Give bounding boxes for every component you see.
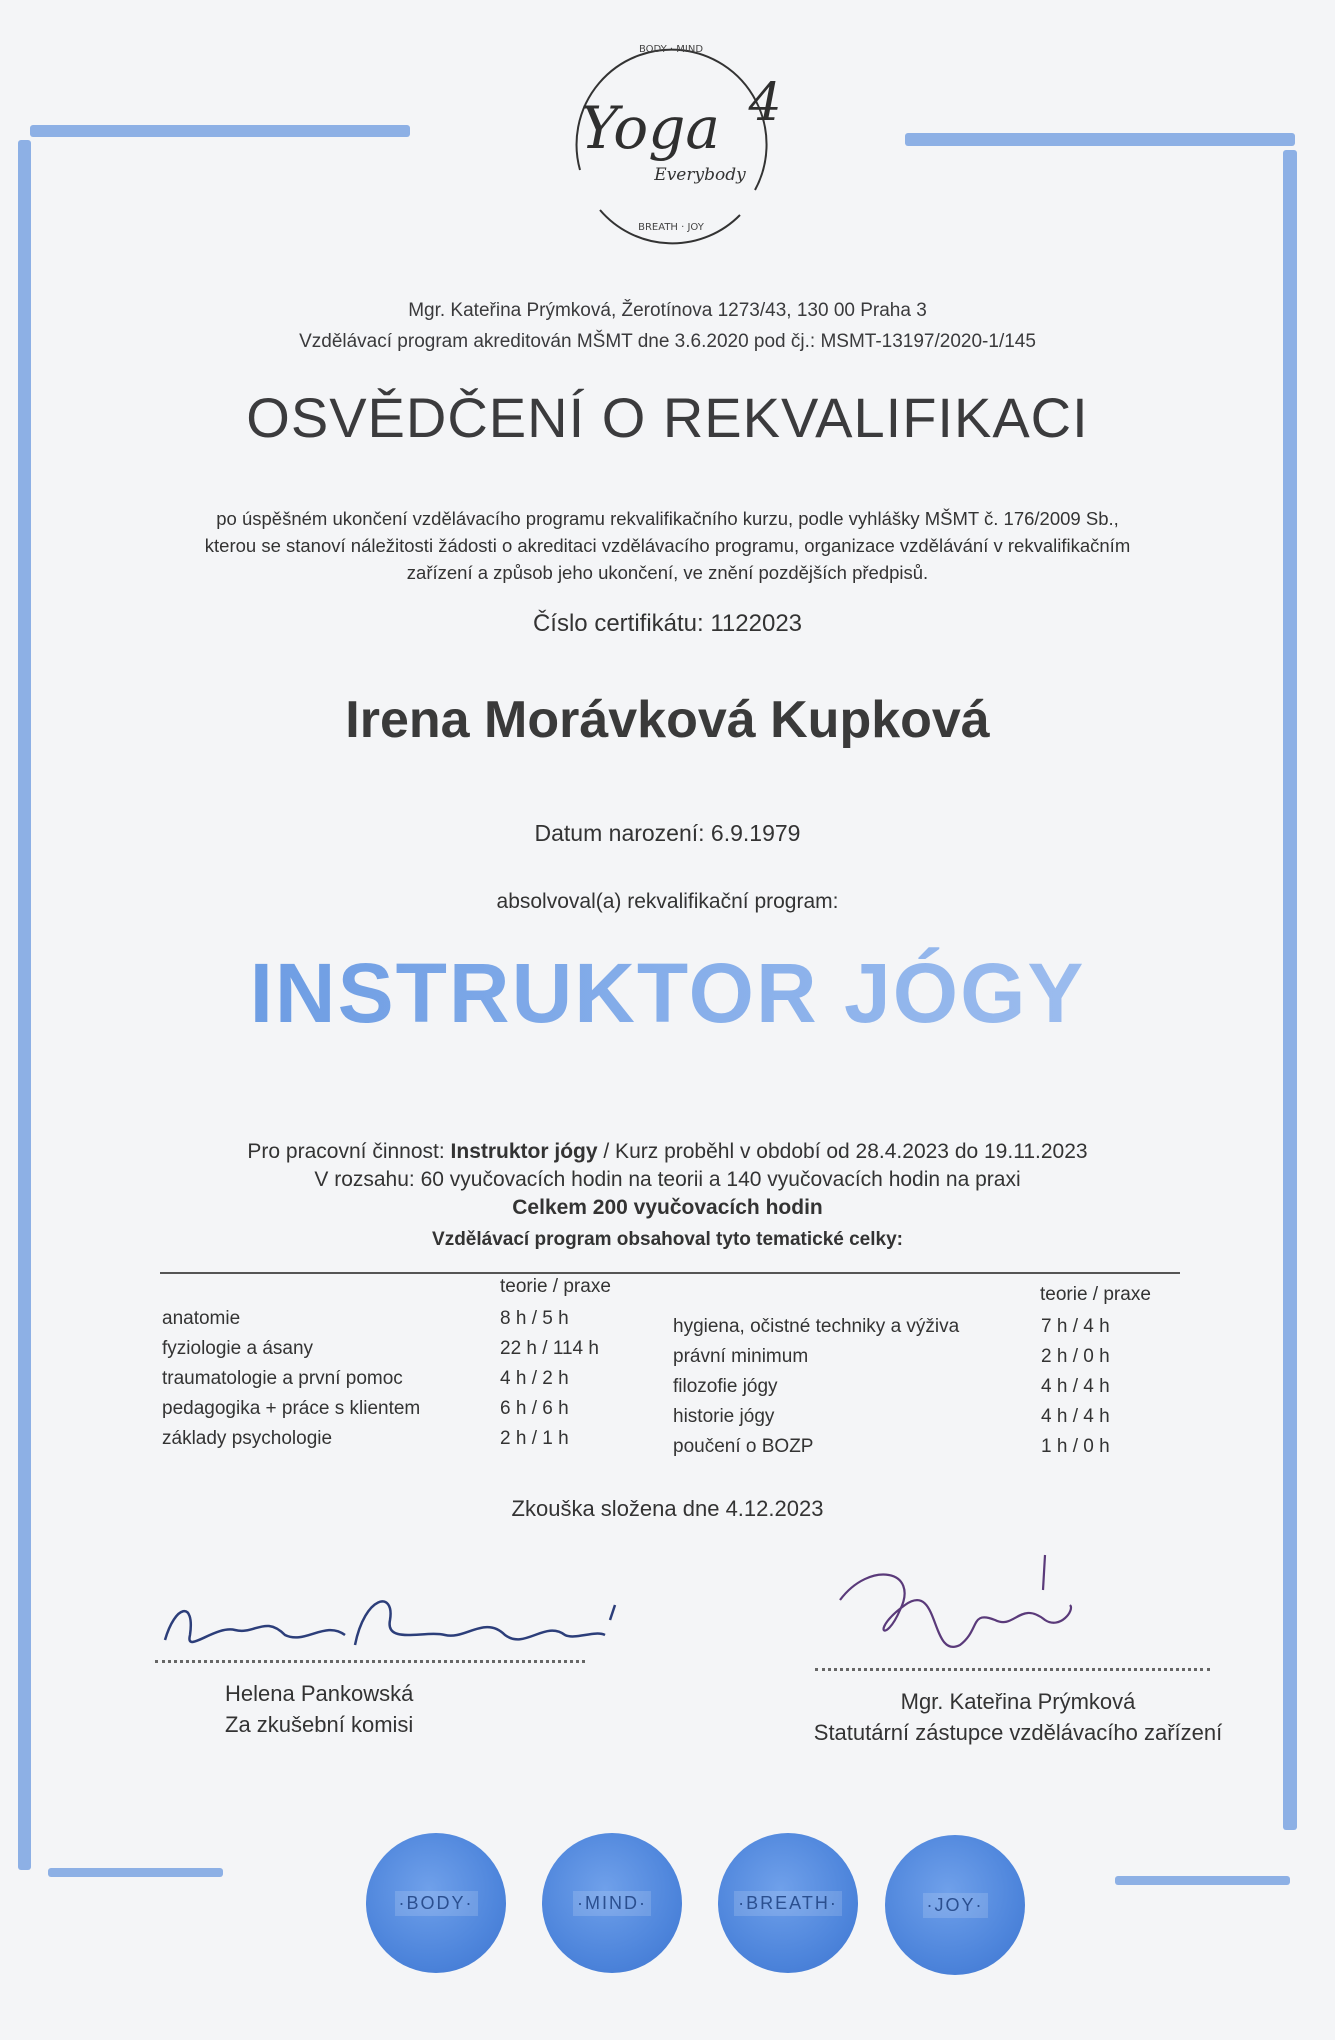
logo-top-text: BODY · MIND bbox=[638, 44, 704, 55]
birth-date: Datum narození: 6.9.1979 bbox=[534, 820, 801, 846]
topic-row: poučení o BOZP 1 h / 0 h bbox=[673, 1436, 1110, 1457]
signature-right-text bbox=[783, 1686, 1253, 1748]
legal-line-2: kterou se stanoví náležitosti žádosti o akreditaci vzdělávacího programu, organizace vzdělávání v rekvalifikačním bbox=[204, 535, 1131, 556]
topic-row: základy psychologie 2 h / 1 h bbox=[162, 1428, 569, 1449]
program-name: INSTRUKTOR JÓGY bbox=[0, 945, 1335, 1042]
work-info bbox=[0, 1138, 1335, 1254]
logo-number: 4 bbox=[748, 73, 782, 133]
topic-row: fyziologie a ásany 22 h / 114 h bbox=[162, 1338, 599, 1359]
left-signatory-role: Za zkušební komisi bbox=[225, 1712, 414, 1737]
work-prefix: Pro pracovní činnost: bbox=[247, 1140, 445, 1163]
left-signatory-name: Helena Pankowská bbox=[225, 1681, 414, 1706]
exam-date: Zkouška složena dne 4.12.2023 bbox=[511, 1496, 824, 1521]
logo-sub-text: Everybody bbox=[654, 165, 746, 185]
frame-bottom-right bbox=[1115, 1876, 1290, 1885]
logo-bottom-text: BREATH · JOY bbox=[638, 222, 704, 233]
topics-right bbox=[673, 1312, 1193, 1462]
legal-text bbox=[0, 505, 1335, 586]
topic-row: anatomie 8 h / 5 h bbox=[162, 1308, 569, 1329]
legal-line-1: po úspěšném ukončení vzdělávacího programu rekvalifikačního kurzu, podle vyhlášky MŠMT č. 176/2009 Sb., bbox=[216, 508, 1119, 529]
signature-line-right bbox=[815, 1668, 1210, 1671]
badge-mind: ·MIND· bbox=[542, 1833, 682, 1973]
topic-row: filozofie jógy 4 h / 4 h bbox=[673, 1376, 1110, 1397]
certificate-number: Číslo certifikátu: 1122023 bbox=[532, 610, 803, 637]
certificate-title: OSVĚDČENÍ O REKVALIFIKACI bbox=[246, 386, 1089, 449]
topics-heading: Vzdělávací program obsahoval tyto tematické celky: bbox=[432, 1229, 903, 1250]
frame-top-right bbox=[905, 133, 1295, 146]
yoga4everybody-logo bbox=[540, 20, 802, 270]
work-period: / Kurz proběhl v období od 28.4.2023 do 19.11.2023 bbox=[603, 1140, 1088, 1163]
signature-left-text bbox=[225, 1678, 413, 1740]
topic-row: pedagogika + práce s klientem 6 h / 6 h bbox=[162, 1398, 569, 1419]
work-line-1 bbox=[0, 1138, 1335, 1166]
logo-script-text: Yoga bbox=[580, 94, 720, 162]
topic-row: historie jógy 4 h / 4 h bbox=[673, 1406, 1110, 1427]
badge-joy: ·JOY· bbox=[885, 1835, 1025, 1975]
signature-left bbox=[155, 1585, 625, 1665]
right-header: teorie / praxe bbox=[1040, 1284, 1151, 1305]
issuer-address: Mgr. Kateřina Prýmková, Žerotínova 1273/43, 130 00 Praha 3 bbox=[408, 300, 927, 321]
work-total: Celkem 200 vyučovacích hodin bbox=[512, 1196, 823, 1219]
topics-rule bbox=[160, 1272, 1180, 1274]
completed-label: absolvoval(a) rekvalifikační program: bbox=[496, 890, 839, 913]
work-activity: Instruktor jógy bbox=[450, 1140, 598, 1163]
right-signatory-role: Statutární zástupce vzdělávacího zařízení bbox=[813, 1720, 1223, 1745]
frame-top-left bbox=[30, 125, 410, 137]
badge-breath: ·BREATH· bbox=[718, 1833, 858, 1973]
topic-row: hygiena, očistné techniky a výživa 7 h / 4 h bbox=[673, 1316, 1110, 1337]
topic-row: právní minimum 2 h / 0 h bbox=[673, 1346, 1110, 1367]
badge-body: ·BODY· bbox=[366, 1833, 506, 1973]
legal-line-3: zařízení a způsob jeho ukončení, ve znění pozdějších předpisů. bbox=[406, 562, 929, 583]
right-signatory-name: Mgr. Kateřina Prýmková bbox=[900, 1689, 1136, 1714]
holder-name: Irena Morávková Kupková bbox=[345, 691, 990, 749]
topic-row: traumatologie a první pomoc 4 h / 2 h bbox=[162, 1368, 569, 1389]
left-header: teorie / praxe bbox=[500, 1276, 611, 1297]
topics-left bbox=[162, 1304, 642, 1454]
signature-line-left bbox=[155, 1660, 585, 1663]
signature-right bbox=[830, 1550, 1090, 1680]
issuer-accreditation: Vzdělávací program akreditován MŠMT dne 3.6.2020 pod čj.: MSMT-13197/2020-1/145 bbox=[299, 331, 1036, 352]
frame-bottom-left bbox=[48, 1868, 223, 1877]
work-range: V rozsahu: 60 vyučovacích hodin na teorii a 140 vyučovacích hodin na praxi bbox=[314, 1168, 1021, 1191]
